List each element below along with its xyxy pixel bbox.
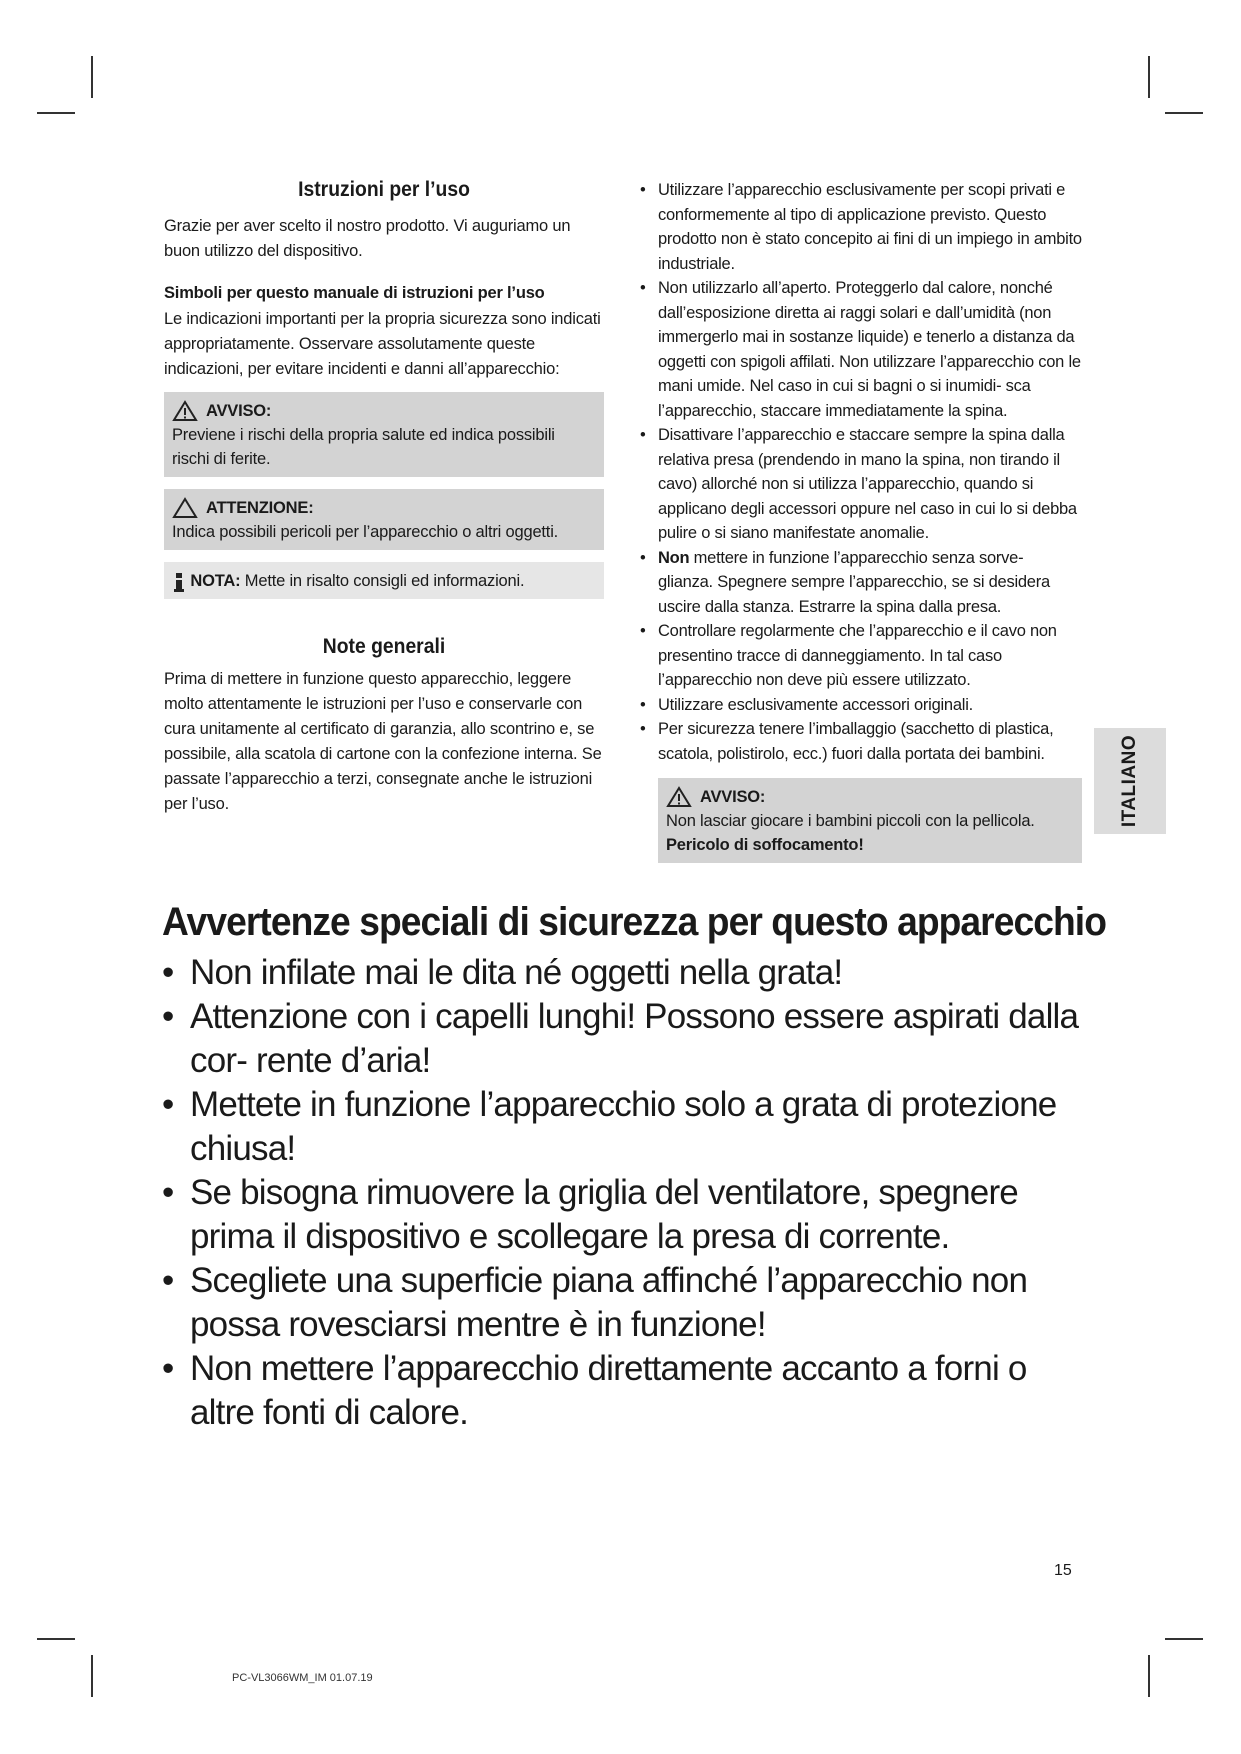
list-item: • Attenzione con i capelli lunghi! Possono essere aspirati dalla cor- rente d’aria!: [162, 997, 1079, 1080]
symbols-text: Le indicazioni importanti per la propria sicurezza sono indicati appropriatamente. Osservare assolutamente queste indicazioni, per evitare incidenti e danni all’apparecchio:: [164, 310, 601, 378]
info-icon: [172, 571, 186, 593]
crop-mark-bottom-left-v: [91, 1655, 93, 1697]
packaging-avviso-text: Non lasciar giocare i bambini piccoli con la pellicola.: [666, 812, 1035, 830]
list-item: • Non infilate mai le dita né oggetti nella grata!: [162, 953, 843, 992]
list-item: • Non mettere in funzione l’apparecchio senza sorve- glianza. Spegnere sempre l’apparecchio, se si desidera uscire dalla stanza. Estrarre la spina dalla presa.: [640, 548, 1050, 616]
packaging-avviso-box: [658, 778, 1082, 863]
attenzione-box: [164, 489, 604, 550]
language-label: ITALIANO: [1119, 734, 1140, 828]
general-notes-title: Note generali: [322, 635, 446, 658]
crop-mark-top-left-h: [37, 112, 75, 114]
list-item: • Utilizzare l’apparecchio esclusivamente per scopi privati e conformemente al tipo di applicazione previsto. Questo prodotto non è stato concepito ai fini di un impiego in ambito industriale.: [640, 181, 1082, 273]
symbols-heading: Simboli per questo manuale di istruzioni per l’uso: [164, 284, 545, 302]
crop-mark-top-right-h: [1165, 112, 1203, 114]
special-safety-list: [162, 951, 1092, 1435]
crop-mark-bottom-right-v: [1148, 1655, 1150, 1697]
list-item: • Non mettere l’apparecchio direttamente accanto a forni o altre fonti di calore.: [162, 1349, 1027, 1432]
caution-triangle-icon: [172, 497, 198, 519]
footer-document-code: PC-VL3066WM_IM 01.07.19: [232, 1672, 373, 1684]
warning-triangle-icon: [172, 400, 198, 422]
list-item: • Se bisogna rimuovere la griglia del ventilatore, spegnere prima il dispositivo e scollegare la presa di corrente.: [162, 1173, 1018, 1256]
safety-bullet-list: [636, 178, 1082, 766]
language-side-tab: [1094, 728, 1166, 834]
instructions-title: Istruzioni per l’uso: [298, 178, 470, 201]
list-item: • Mettete in funzione l’apparecchio solo a grata di protezione chiusa!: [162, 1085, 1057, 1168]
nota-text: Mette in risalto consigli ed informazioni.: [244, 572, 525, 590]
list-item: • Scegliete una superficie piana affinché l’apparecchio non possa rovesciarsi mentre è in funzione!: [162, 1261, 1028, 1344]
list-item: • Per sicurezza tenere l’imballaggio (sacchetto di plastica, scatola, polistirolo, ecc.) fuori dalla portata dei bambini.: [640, 720, 1054, 763]
list-item: • Non utilizzarlo all’aperto. Proteggerlo dal calore, nonché dall’esposizione diretta ai raggi solari e dall’umidità (non immergerlo mai in sostanze liquide) e tenerlo a distanza da oggetti con spigoli affilati. Non utilizzare l’apparecchio con le mani umide. Nel caso in cui si bagni o si inumidi- sca l’apparecchio, staccare immediatamente la spina.: [640, 279, 1081, 420]
general-notes-text: Prima di mettere in funzione questo apparecchio, leggere molto attentamente le istruzioni per l’uso e conservarle con cura unitamente al certificato di garanzia, allo scontrino e, se possibile, alla scatola di cartone con la confezione interna. Se passate l’apparecchio a terzi, consegnate anche le istruzioni per l’uso.: [164, 670, 602, 813]
crop-mark-bottom-right-h: [1165, 1638, 1203, 1640]
left-column: [164, 178, 604, 817]
avviso-text: Previene i rischi della propria salute ed indica possibili rischi di ferite.: [172, 426, 555, 468]
attenzione-text: Indica possibili pericoli per l’apparecchio o altri oggetti.: [172, 523, 559, 541]
list-item: • Utilizzare esclusivamente accessori originali.: [640, 695, 973, 714]
intro-text: Grazie per aver scelto il nostro prodotto. Vi auguriamo un buon utilizzo del dispositivo.: [164, 217, 571, 260]
crop-mark-top-right-v: [1148, 56, 1150, 98]
nota-box: [164, 562, 604, 599]
packaging-avviso-title: AVVISO:: [700, 788, 766, 806]
nota-title: NOTA:: [190, 572, 241, 590]
right-column: [636, 178, 1082, 863]
avviso-title: AVVISO:: [206, 402, 272, 420]
list-item: • Controllare regolarmente che l’apparecchio e il cavo non presentino tracce di danneggiamento. In tal caso l’apparecchio non deve più essere utilizzato.: [640, 622, 1057, 689]
packaging-avviso-bold: Pericolo di soffocamento!: [666, 836, 864, 854]
special-safety-section: [162, 900, 1106, 1435]
warning-triangle-icon: [666, 786, 692, 808]
list-item: • Disattivare l’apparecchio e staccare sempre la spina dalla relativa presa (prendendo in mano la spina, non tirando il cavo) allorché non si utilizza l’apparecchio, quando si applicano degli accessori oppure nel caso in cui lo si debba pulire o si siano manifestate anomalie.: [640, 426, 1077, 542]
avviso-box: [164, 392, 604, 477]
special-safety-title: Avvertenze speciali di sicurezza per questo apparecchio: [162, 900, 1106, 944]
crop-mark-top-left-v: [91, 56, 93, 98]
attenzione-title: ATTENZIONE:: [206, 499, 314, 517]
page-number: 15: [1054, 1562, 1072, 1579]
crop-mark-bottom-left-h: [37, 1638, 75, 1640]
